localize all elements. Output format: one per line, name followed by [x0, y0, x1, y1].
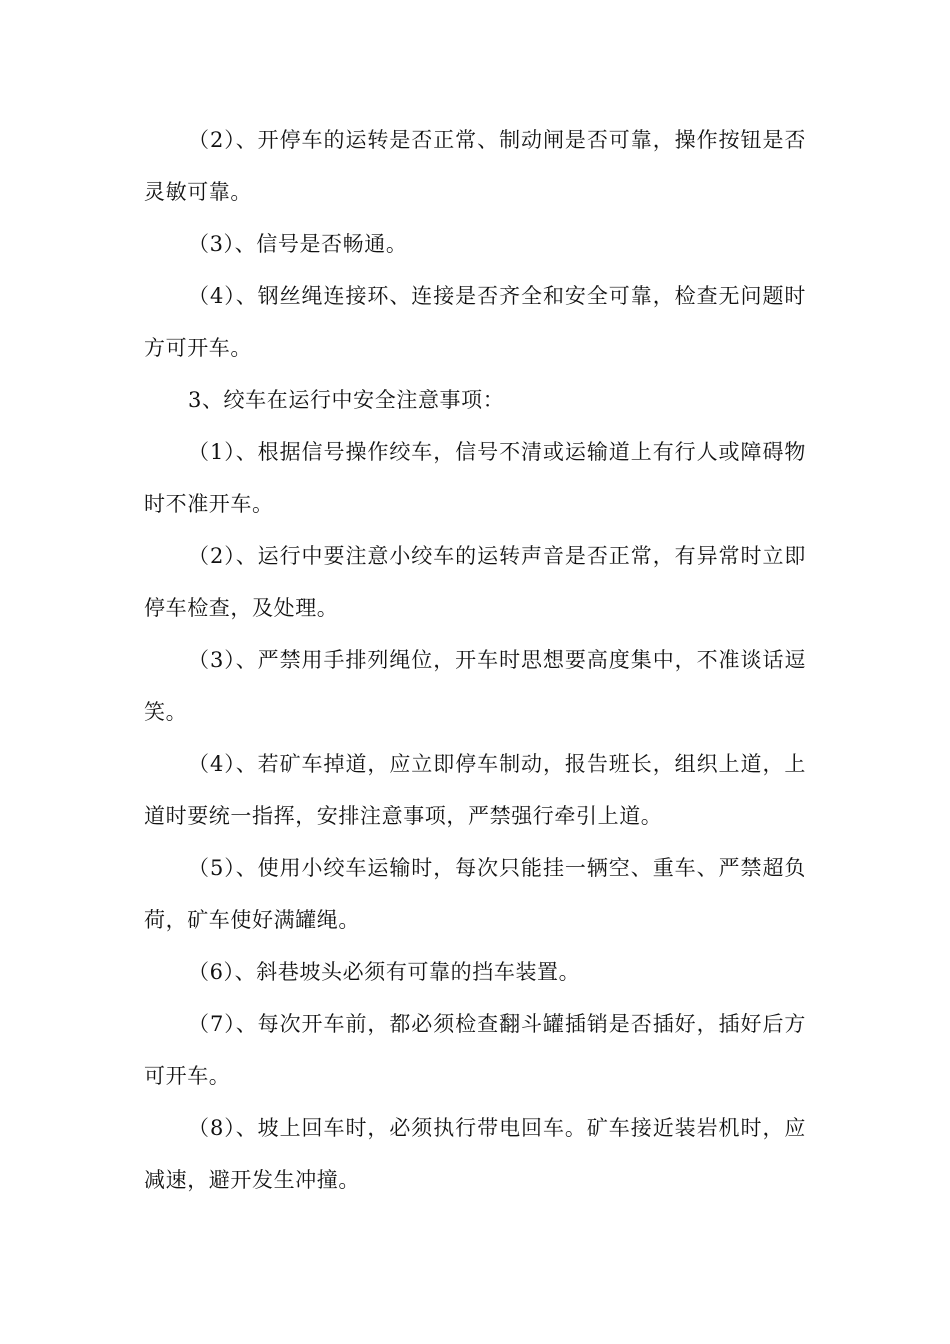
paragraph-2-brake-check: （2）、开停车的运转是否正常、制动闸是否可靠，操作按钮是否灵敏可靠。: [144, 128, 806, 204]
paragraph-5-load-limit: （5）、使用小绞车运输时，每次只能挂一辆空、重车、严禁超负荷，矿车使好满罐绳。: [144, 856, 806, 932]
paragraph-6-stop-device: （6）、斜巷坡头必须有可靠的挡车装置。: [188, 960, 581, 984]
paragraph-8-return-car: （8）、坡上回车时，必须执行带电回车。矿车接近装岩机时，应减速，避开发生冲撞。: [144, 1116, 806, 1192]
paragraph-1-signal-operation: （1）、根据信号操作绞车，信号不清或运输道上有行人或障碍物时不准开车。: [144, 440, 806, 516]
paragraph-7-pin-check: （7）、每次开车前，都必须检查翻斗罐插销是否插好，插好后方可开车。: [144, 1012, 806, 1088]
paragraph-4-rope-check: （4）、钢丝绳连接环、连接是否齐全和安全可靠，检查无问题时方可开车。: [144, 284, 806, 360]
paragraph-3-signal-check: （3）、信号是否畅通。: [188, 232, 408, 256]
paragraph-2-running-noise: （2）、运行中要注意小绞车的运转声音是否正常，有异常时立即停车检查，及处理。: [144, 544, 806, 620]
paragraph-4-derailment: （4）、若矿车掉道，应立即停车制动，报告班长，组织上道，上道时要统一指挥，安排注意事项，严禁强行牵引上道。: [144, 752, 806, 828]
paragraph-3-rope-arrangement: （3）、严禁用手排列绳位，开车时思想要高度集中，不准谈话逗笑。: [144, 648, 806, 724]
document-body: [144, 114, 806, 1206]
section-heading-3: 3、绞车在运行中安全注意事项：: [188, 388, 505, 412]
